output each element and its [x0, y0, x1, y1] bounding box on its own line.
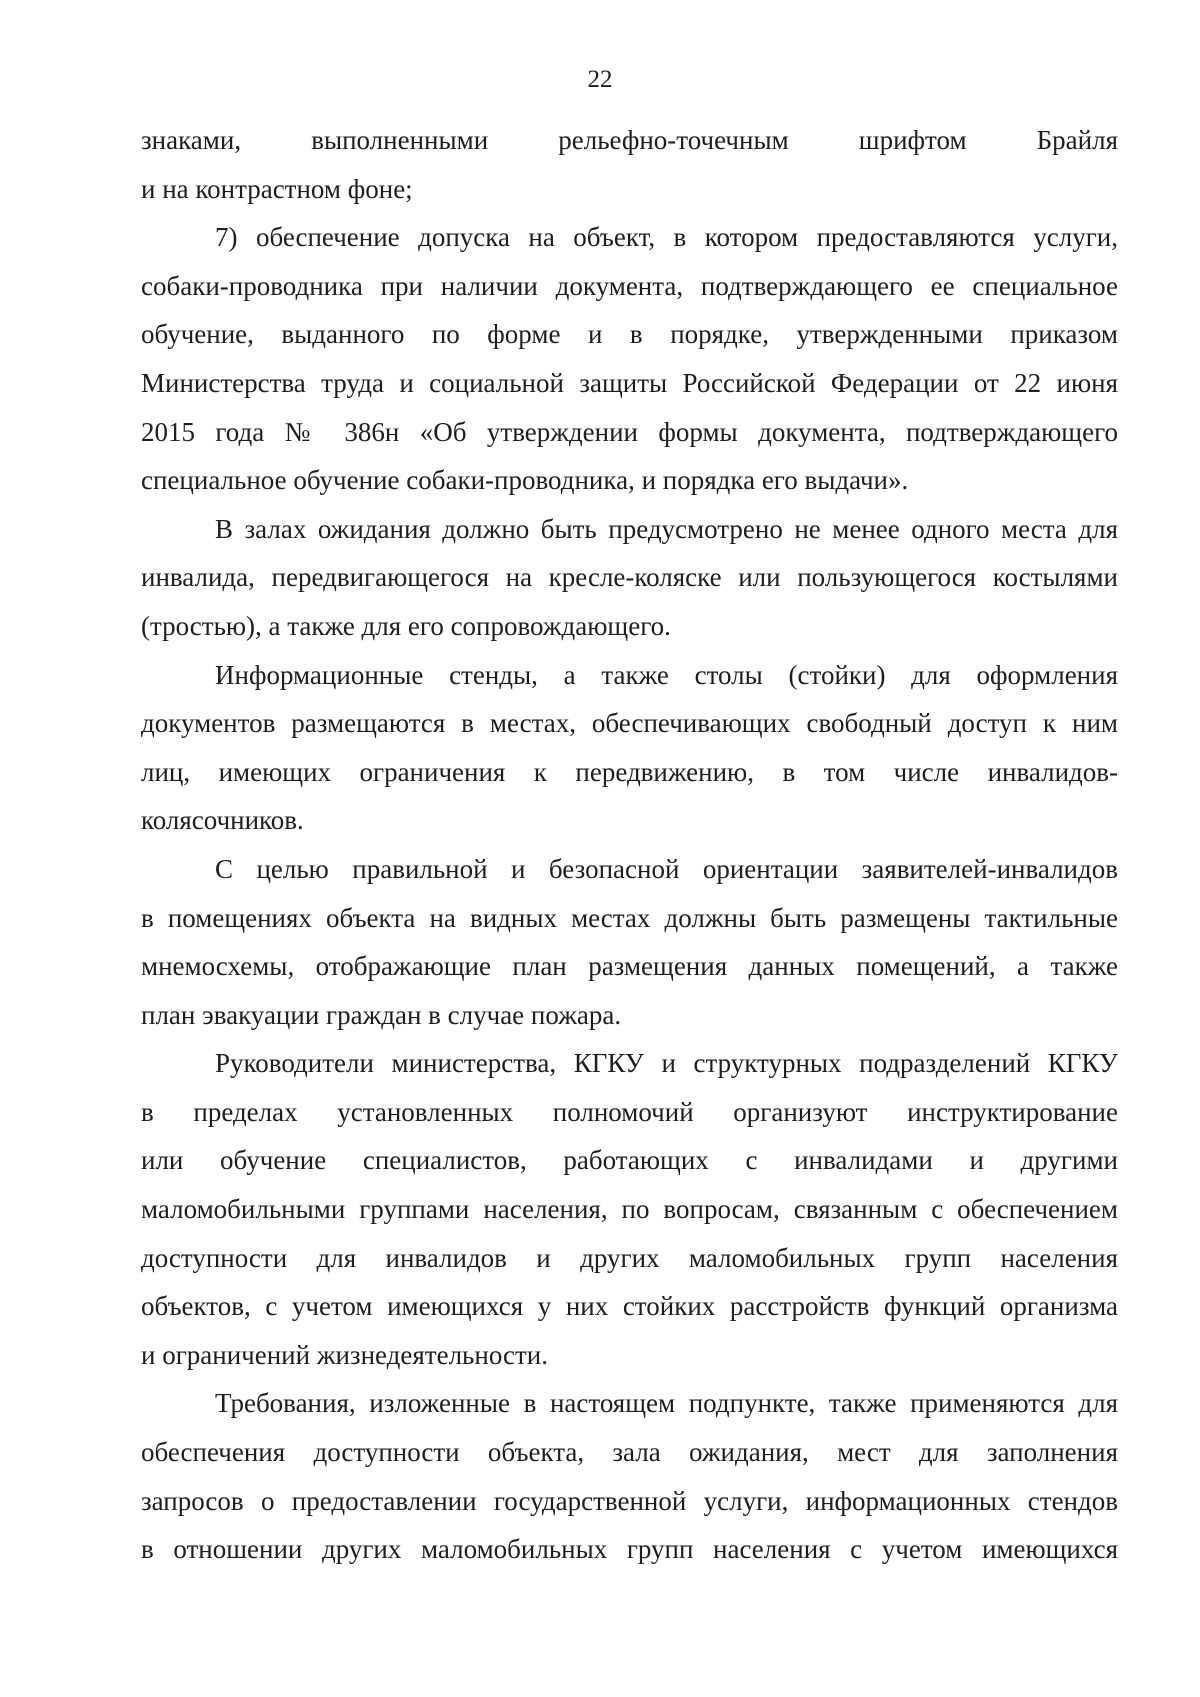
text-line: (тростью), а также для его сопровождающего. [141, 610, 671, 641]
text-line: в отношении других маломобильных групп населения с учетом имеющихся [141, 1534, 1118, 1565]
text-line: собаки-проводника при наличии документа, подтверждающего ее специальное [141, 270, 1118, 301]
text-line: и ограничений жизнедеятельности. [141, 1339, 548, 1370]
text-line: в помещениях объекта на видных местах должны быть размещены тактильные [141, 902, 1118, 933]
text-line: специальное обучение собаки-проводника, и порядка его выдачи». [141, 465, 909, 496]
body-text [141, 116, 1118, 1574]
text-line: обеспечения доступности объекта, зала ожидания, мест для заполнения [141, 1437, 1118, 1468]
text-line: лиц, имеющих ограничения к передвижению, в том числе инвалидов- [141, 756, 1118, 787]
text-line: в пределах установленных полномочий организуют инструктирование [141, 1096, 1118, 1127]
text-line: С целью правильной и безопасной ориентации заявителей-инвалидов [215, 853, 1118, 884]
text-line: документов размещаются в местах, обеспечивающих свободный доступ к ним [141, 708, 1118, 739]
text-line: инвалида, передвигающегося на кресле-коляске или пользующегося костылями [141, 562, 1118, 593]
text-line: Информационные стенды, а также столы (стойки) для оформления [215, 659, 1118, 690]
text-line: Руководители министерства, КГКУ и структурных подразделений КГКУ [215, 1048, 1118, 1079]
text-line: объектов, с учетом имеющихся у них стойких расстройств функций организма [141, 1291, 1118, 1322]
text-line: Министерства труда и социальной защиты Российской Федерации от 22 июня [141, 367, 1118, 398]
text-line: знаками, выполненными рельефно-точечным шрифтом Брайля [141, 125, 1118, 155]
text-line: мнемосхемы, отображающие план размещения данных помещений, а также [141, 951, 1118, 982]
text-line: запросов о предоставлении государственной услуги, информационных стендов [141, 1485, 1118, 1516]
text-line: или обучение специалистов, работающих с инвалидами и другими [141, 1145, 1118, 1176]
text-line: и на контрастном фоне; [141, 173, 413, 204]
page-number: 22 [587, 66, 613, 93]
text-line: маломобильными группами населения, по вопросам, связанным с обеспечением [141, 1194, 1118, 1225]
text-line: 2015 года № 386н «Об утверждении формы документа, подтверждающего [141, 416, 1118, 447]
text-line: обучение, выданного по форме и в порядке, утвержденными приказом [141, 319, 1118, 350]
text-line: колясочников. [141, 805, 304, 836]
text-line: Требования, изложенные в настоящем подпункте, также применяются для [215, 1388, 1118, 1419]
text-line: В залах ожидания должно быть предусмотрено не менее одного места для [215, 513, 1118, 544]
text-line: план эвакуации граждан в случае пожара. [141, 999, 622, 1030]
text-line: доступности для инвалидов и других маломобильных групп населения [141, 1242, 1118, 1273]
text-line: 7) обеспечение допуска на объект, в котором предоставляются услуги, [215, 222, 1118, 253]
